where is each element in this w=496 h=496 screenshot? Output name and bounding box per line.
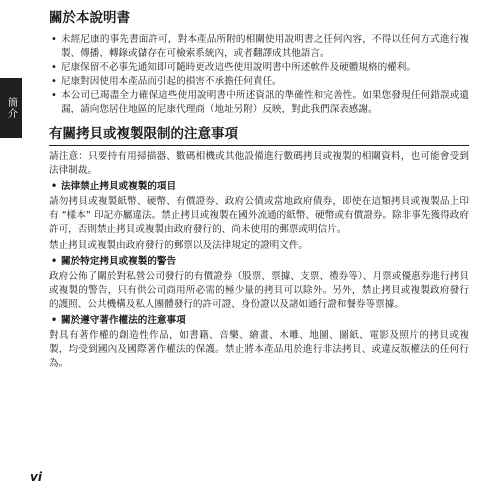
page-content: [49, 9, 469, 373]
page-number: vi: [30, 470, 42, 484]
copyright-notice-heading: • 關於遵守著作權法的注意事項: [49, 314, 469, 328]
copy-notice-intro: 請注意：只要持有用掃描器、數碼相機或其他設備進行數碼拷貝或複製的相關資料，也可能會受到法律制裁。: [49, 151, 469, 176]
about-manual-list: [49, 33, 469, 117]
about-item: • 未經尼康的事先書面許可，對本產品所附的相關使用說明書之任何內容，不得以任何方式進行複製、傳播、轉錄或儲存在可檢索系統內，或者翻譯成其他語言。: [49, 33, 469, 61]
prohibited-items-text: 禁止拷貝或複製由政府發行的郵票以及法律規定的證明文件。: [49, 240, 309, 251]
side-tab-label: 簡介: [5, 97, 17, 119]
about-item: • 本公司已竭盡全力確保這些使用說明書中所述資訊的準確性和完善性。如果您發現任何錯誤或遺漏，請向您居住地區的尼康代理商（地址另附）反映，對此我們深表感謝。: [49, 89, 469, 117]
about-item: • 尼康對因使用本產品而引起的損害不承擔任何責任。: [49, 75, 469, 89]
section-side-tab: [0, 78, 22, 138]
about-manual-title: 關於本說明書: [49, 10, 130, 26]
specific-copy-warning-heading: • 關於特定拷貝或複製的警告: [49, 255, 469, 269]
about-item: • 尼康保留不必事先通知即可隨時更改這些使用說明書中所述軟件及硬體規格的權利。: [49, 61, 469, 75]
prohibited-items-text: 請勿拷貝或複製紙幣、硬幣、有價證券、政府公債或當地政府債券，即使在這類拷貝或複製品上印有 “樣本” 印記亦屬違法。禁止拷貝或複製在國外流通的紙幣、硬幣或有價證券。除非事先獲得政府許可，否則禁止拷貝或複製由政府發行的、尚未使用的郵票或明信片。: [49, 196, 469, 235]
copy-notice-title: 有關拷貝或複製限制的注意事項: [49, 125, 469, 146]
specific-copy-warning-text: 政府公佈了關於對私營公司發行的有價證券（股票、票據、支票、禮券等）、月票或優惠券進行拷貝或複製的警告，只有供公司商用所必需的極少量的拷貝可以除外。另外，禁止拷貝或複製政府發行的護照、公共機構及私人團體發行的許可證、身份證以及諸如通行證和餐券等票據。: [49, 271, 469, 310]
copyright-notice-text: 對具有著作權的創造性作品，如書籍、音樂、繪畫、木雕、地圖、圖紙、電影及照片的拷貝或複製，均受到國內及國際著作權法的保護。禁止將本產品用於進行非法拷貝、或違反版權法的任何行為。: [49, 330, 469, 369]
prohibited-items-heading: • 法律禁止拷貝或複製的項目: [49, 180, 469, 194]
